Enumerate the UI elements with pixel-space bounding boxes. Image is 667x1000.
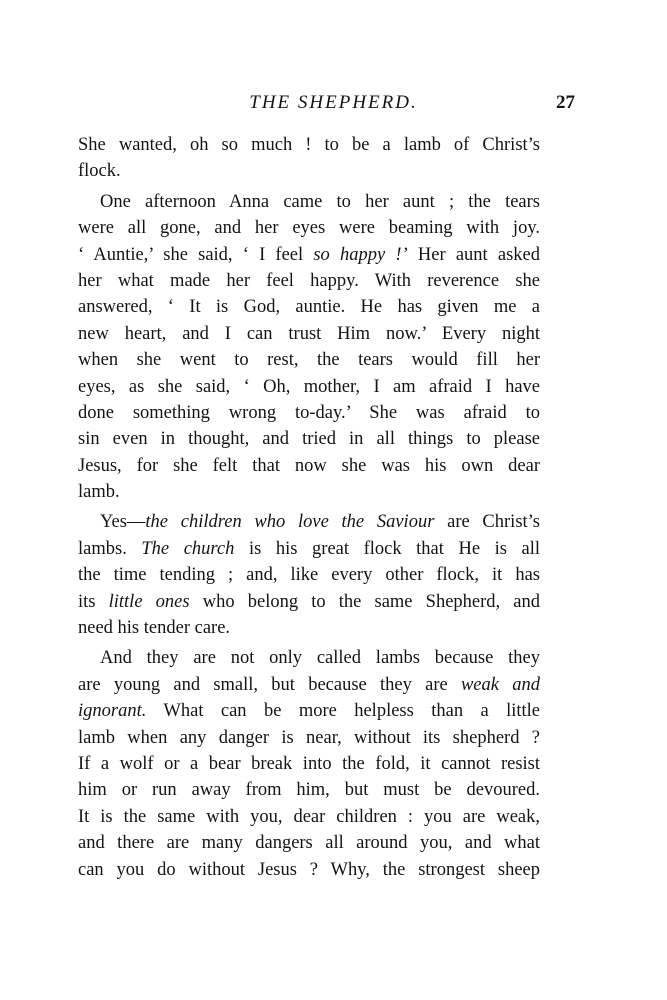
text-line: new heart, and I can trust Him now.’ Every night	[78, 323, 540, 344]
text-line: can you do without Jesus ? Why, the strongest sheep	[78, 859, 540, 880]
text-line: And they are not only called lambs because they	[100, 648, 540, 669]
text-line	[78, 509, 540, 535]
italic-phrase: the children who love the Saviour	[145, 512, 435, 533]
text-line	[78, 589, 540, 615]
text-line: lamb.	[78, 482, 120, 503]
italic-phrase: weak and	[460, 674, 540, 695]
text-segment: lambs.	[78, 538, 142, 559]
text-segment: its	[78, 591, 109, 612]
text-line: flock.	[78, 161, 121, 182]
text-line: her what made her feel happy. With reverence she	[78, 270, 540, 291]
page-header	[0, 92, 667, 122]
text-segment: What can be more helpless than a little	[146, 701, 540, 722]
text-line: were all gone, and her eyes were beaming with joy.	[78, 218, 540, 239]
text-segment: ‘ Auntie,’ she said, ‘ I feel	[78, 244, 314, 265]
text-segment: is his great flock that He is all	[234, 538, 540, 559]
text-segment: are Christ’s	[434, 512, 540, 533]
text-line: answered, ‘ It is God, auntie. He has given me a	[78, 297, 540, 318]
text-line: and there are many dangers all around you, and what	[78, 833, 540, 854]
paragraph	[78, 509, 540, 641]
paragraph	[78, 645, 540, 883]
text-segment: Her aunt asked	[407, 244, 540, 265]
text-line: She wanted, oh so much ! to be a lamb of Christ’s	[78, 135, 540, 155]
text-line	[78, 536, 540, 562]
text-line	[78, 698, 540, 724]
paragraph	[78, 132, 540, 185]
text-line: done something wrong to-day.’ She was afraid to	[78, 402, 540, 423]
text-line: If a wolf or a bear break into the fold, it cannot resist	[78, 753, 540, 774]
italic-phrase: little ones	[108, 591, 190, 612]
text-line: Jesus, for she felt that now she was his own dear	[78, 455, 540, 476]
text-line: need his tender care.	[78, 618, 231, 639]
text-line: when she went to rest, the tears would fill her	[78, 350, 540, 371]
paragraph	[78, 189, 540, 506]
text-segment: Yes—	[100, 512, 146, 533]
text-line: It is the same with you, dear children : you are weak,	[78, 806, 540, 827]
running-title: THE SHEPHERD.	[249, 92, 418, 113]
text-line: him or run away from him, but must be devoured.	[78, 780, 540, 801]
text-segment: who belong to the same Shepherd, and	[189, 591, 540, 612]
text-line	[78, 242, 540, 268]
text-line: lamb when any danger is near, without its shepherd ?	[78, 727, 540, 748]
text-segment: are young and small, but because they are	[78, 674, 461, 695]
italic-phrase: The church	[141, 538, 235, 559]
text-line	[78, 672, 540, 698]
italic-phrase: ignorant.	[78, 701, 147, 722]
italic-phrase: so happy !’	[313, 244, 408, 265]
text-line: eyes, as she said, ‘ Oh, mother, I am afraid I have	[78, 376, 540, 397]
text-line: sin even in thought, and tried in all things to please	[78, 429, 540, 450]
text-line: the time tending ; and, like every other flock, it has	[78, 565, 540, 586]
page-number: 27	[556, 92, 575, 113]
page-body	[78, 132, 540, 883]
text-line: One afternoon Anna came to her aunt ; the tears	[100, 191, 540, 212]
